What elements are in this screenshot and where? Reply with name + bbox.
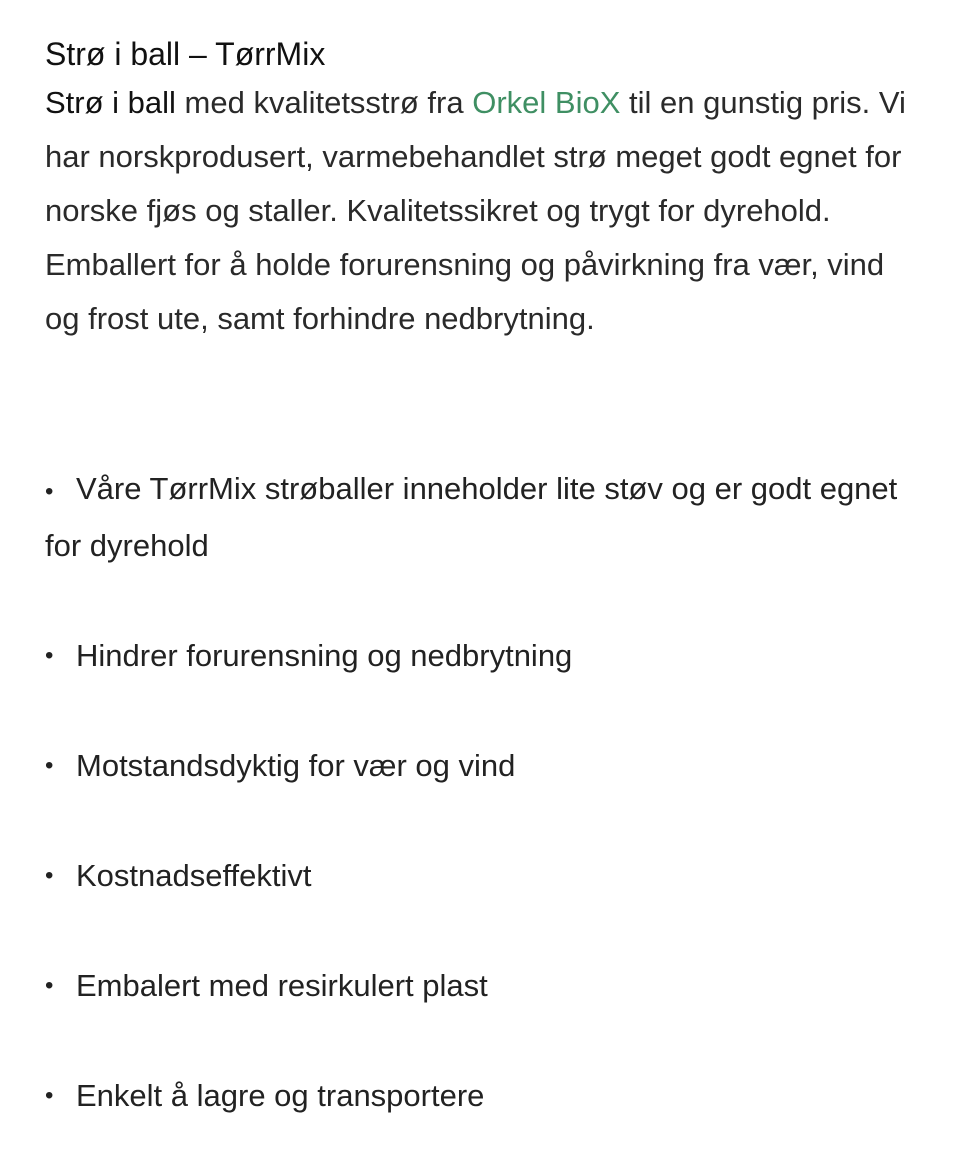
list-item	[45, 462, 915, 573]
feature-list	[45, 462, 915, 1123]
bullet-icon: •	[45, 862, 54, 889]
bullet-icon: •	[45, 642, 54, 669]
list-item-text: Kostnadseffektivt	[76, 858, 312, 893]
list-item	[45, 1069, 915, 1123]
list-item-text: Enkelt å lagre og transportere	[76, 1078, 485, 1113]
intro-paragraph	[45, 76, 915, 346]
bullet-icon: •	[45, 1082, 54, 1109]
list-item-text: Motstandsdyktig for vær og vind	[76, 748, 516, 783]
intro-text-after-brand: til en gunstig pris. Vi har norskprodusert, varmebehandlet strø meget godt egnet for norske fjøs og staller. Kvalitetssikret og trygt for dyrehold. Emballert for å holde forurensning og påvirkning fra vær, vind og frost ute, samt forhindre nedbrytning.	[45, 85, 906, 336]
list-item-text: Hindrer forurensning og nedbrytning	[76, 638, 573, 673]
list-item	[45, 849, 915, 903]
bullet-icon: •	[45, 478, 54, 505]
list-item-text: Våre TørrMix strøballer inneholder lite støv og er godt egnet for dyrehold	[45, 471, 898, 563]
intro-text-before-brand: med kvalitetsstrø fra	[175, 85, 473, 120]
list-item	[45, 739, 915, 793]
brand-link[interactable]: Orkel BioX	[472, 85, 621, 120]
list-item	[45, 629, 915, 683]
product-title: Strø i ball – TørrMix	[45, 36, 326, 72]
product-description	[45, 32, 915, 1113]
bullet-icon: •	[45, 752, 54, 779]
list-item	[45, 959, 915, 1013]
list-item-text: Embalert med resirkulert plast	[76, 968, 488, 1003]
bullet-icon: •	[45, 972, 54, 999]
intro-lead: Strø i ball	[45, 85, 176, 120]
